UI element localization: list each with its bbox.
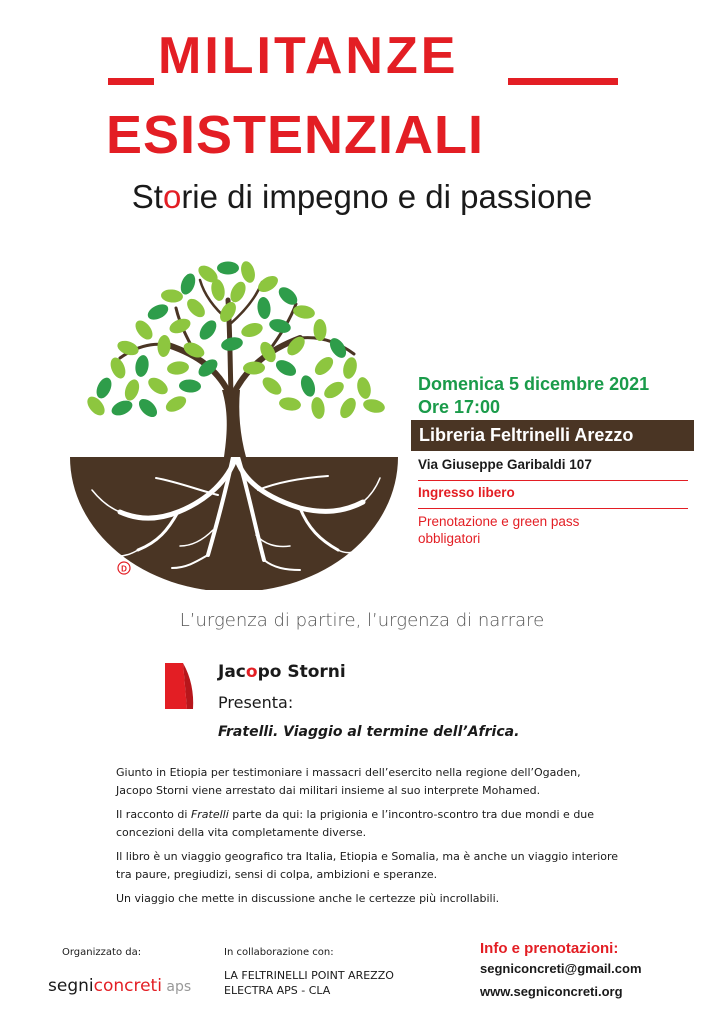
entry-info: Ingresso libero (418, 485, 515, 500)
logo-part-3: aps (161, 979, 192, 995)
tree-leaf (115, 338, 140, 358)
contact-email[interactable]: segniconcreti@gmail.com (480, 961, 642, 976)
tree-leaf (109, 398, 134, 419)
tree-leaf (321, 378, 347, 401)
tree-leaf (157, 335, 172, 358)
title-rule-right (508, 78, 618, 85)
tree-leaf (196, 317, 219, 342)
author-accent-letter: o (245, 662, 258, 682)
tree-leaf (259, 374, 284, 398)
presents-label: Presenta: (218, 693, 294, 712)
tree-leaf (217, 262, 239, 275)
subtitle-text-start: St (131, 178, 163, 215)
illustration-credit-mark: D (121, 564, 127, 574)
organizer-logo (48, 976, 191, 996)
venue-name: Libreria Feltrinelli Arezzo (411, 420, 694, 451)
tree-leaf (240, 321, 265, 340)
title-rule-left (108, 78, 154, 85)
tree-leaf (122, 377, 141, 402)
collaborator-1: LA FELTRINELLI POINT AREZZO (224, 969, 394, 982)
collaborators (224, 968, 394, 998)
tree-leaf (355, 376, 373, 400)
tree-leaf (108, 355, 129, 380)
logo-part-1: segni (48, 976, 94, 996)
event-time: Ore 17:00 (418, 397, 501, 417)
divider-1 (418, 480, 688, 481)
tree-leaf (278, 396, 302, 412)
book-title: Fratelli. Viaggio al termine dell’Africa. (218, 724, 520, 740)
tree-leaf (273, 357, 299, 379)
tree-leaf (310, 396, 326, 420)
tree-leaf (184, 296, 209, 321)
description-paragraph-3 (116, 848, 626, 884)
tree-with-roots-icon (68, 250, 398, 590)
tree-leaf (145, 301, 171, 323)
tree-leaf (255, 273, 281, 296)
tree-leaf (160, 289, 183, 304)
description-p2-book-ref: Fratelli (190, 808, 229, 821)
title-line-1: MILITANZE (158, 27, 459, 85)
description-p1-line2: Jacopo Storni viene arrestato dai militari insieme al suo interprete Mohamed. (116, 784, 541, 797)
tree-leaf (239, 260, 258, 285)
event-date: Domenica 5 dicembre 2021 (418, 374, 650, 394)
description-p2-line1 (116, 806, 626, 824)
tree-leaf (341, 356, 359, 380)
tree-leaf (179, 379, 202, 393)
tree-leaf (312, 354, 337, 379)
description-p1-line1: Giunto in Etiopia per testimoniare i massacri dell’esercito nella regione dell’Ogaden, (116, 766, 581, 779)
booking-line-2: obbligatori (418, 531, 481, 546)
booking-info (418, 513, 579, 547)
collaboration-label: In collaborazione con: (224, 947, 334, 958)
description-paragraph-4 (116, 890, 626, 908)
tree-leaf (136, 396, 161, 421)
tree-leaf (256, 296, 271, 319)
subtitle-text-end: rie di impegno e di passione (181, 178, 593, 215)
tree-leaf (220, 335, 244, 352)
organized-by-label: Organizzato da: (62, 947, 142, 958)
title-line-2: ESISTENZIALI (106, 105, 485, 165)
description-p4-line1: Un viaggio che mette in discussione anche le certezze più incrollabili. (116, 892, 500, 905)
description-p3-line2: tra paure, pregiudizi, sensi di colpa, ambizioni e speranze. (116, 868, 438, 881)
tree-leaf (94, 375, 115, 400)
author-name-start: Jac (218, 662, 246, 682)
description-p2-end: parte da qui: la prigionia e l’incontro-scontro tra due mondi e due (228, 808, 595, 821)
divider-2 (418, 508, 688, 509)
contact-website[interactable]: www.segniconcreti.org (480, 984, 623, 999)
subtitle (0, 178, 724, 216)
info-title: Info e prenotazioni: (480, 940, 619, 957)
tree-leaf (163, 393, 189, 415)
tree-leaf (298, 374, 317, 399)
description-paragraph-2 (116, 806, 626, 842)
booking-line-1: Prenotazione e green pass (418, 514, 580, 529)
tree-leaf (337, 395, 359, 421)
tree-leaf (134, 354, 150, 378)
tree-leaf (132, 317, 156, 342)
tree-leaf (145, 374, 170, 397)
author-name-end: po Storni (257, 662, 346, 682)
tagline: L’urgenza di partire, l’urgenza di narrare (179, 610, 545, 631)
description-p3-line1: Il libro è un viaggio geografico tra Italia, Etiopia e Somalia, ma è anche un viaggio interiore (116, 850, 619, 863)
subtitle-accent-letter: o (162, 178, 182, 215)
collaborator-2: ELECTRA APS - CLA (224, 984, 331, 997)
tree-leaf (362, 397, 386, 415)
tree-leaf (166, 360, 189, 376)
description-paragraph-1 (116, 764, 626, 800)
author-name (218, 662, 346, 682)
description-p2-line2: concezioni della vita completamente diverse. (116, 826, 367, 839)
venue-address: Via Giuseppe Garibaldi 107 (418, 457, 592, 472)
description-p2-start: Il racconto di (116, 808, 191, 821)
red-bookmark-icon (165, 663, 195, 717)
logo-part-2: concreti (93, 976, 162, 996)
